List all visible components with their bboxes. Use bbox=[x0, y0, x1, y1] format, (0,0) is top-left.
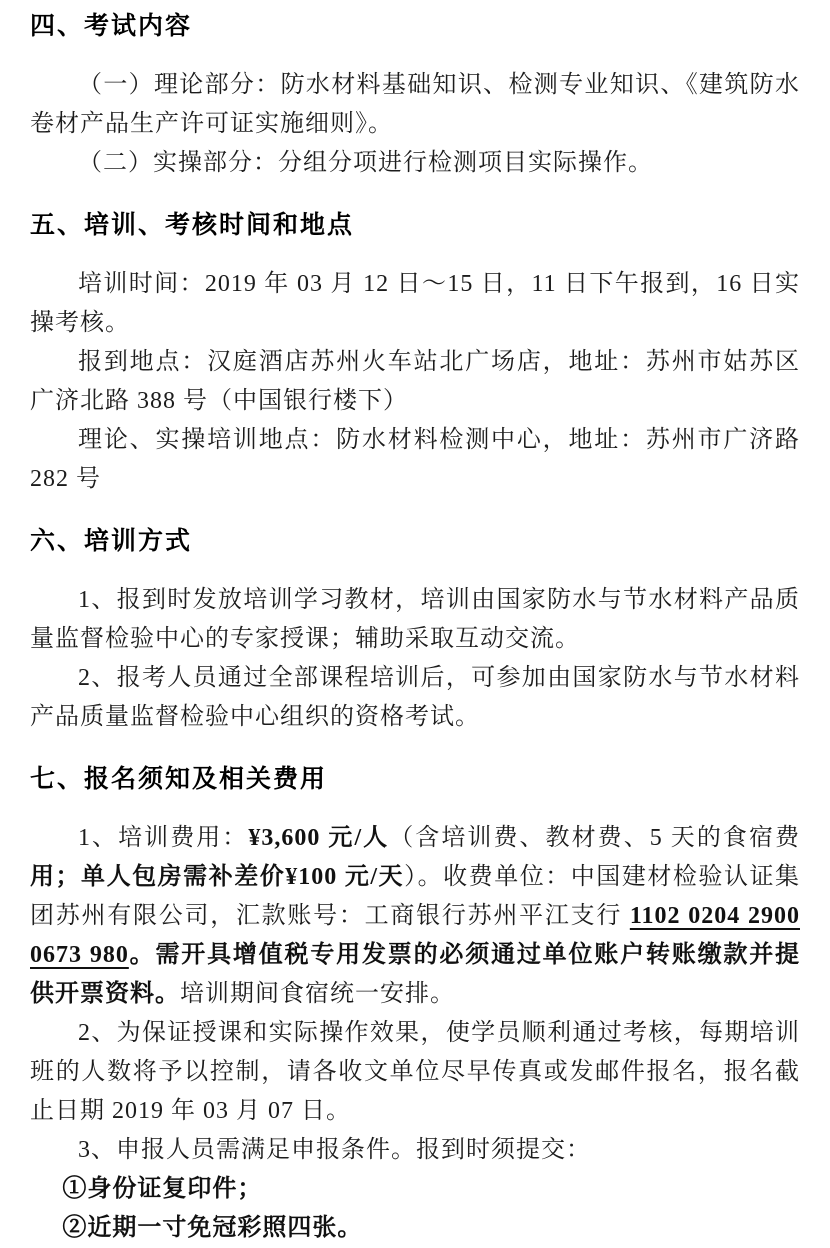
section-registration-fees bbox=[30, 763, 800, 1248]
paragraph-checkin-place bbox=[30, 343, 800, 421]
text-run: （一）理论部分：防水材料基础知识、检测专业知识、《建筑防水卷材产品生产许可证实施细则》。 bbox=[30, 72, 800, 137]
paragraph-method-1 bbox=[30, 581, 800, 659]
text-run: 报到地点：汉庭酒店苏州火车站北广场店，地址：苏州市姑苏区广济北路 388 号（中国银行楼下） bbox=[30, 349, 800, 414]
paragraph-training-time bbox=[30, 265, 800, 343]
text-run: （含培训费、教材费、5 天的食宿费 bbox=[389, 825, 800, 851]
section-heading-7: 七、报名须知及相关费用 bbox=[30, 766, 328, 793]
section-heading-6: 六、培训方式 bbox=[30, 528, 193, 555]
list-item-photos bbox=[30, 1209, 800, 1248]
text-run: 3、申报人员需满足申报条件。报到时须提交： bbox=[78, 1137, 591, 1163]
text-run: 培训期间食宿统一安排。 bbox=[180, 981, 455, 1007]
section-time-place bbox=[30, 209, 800, 499]
section-training-method bbox=[30, 525, 800, 737]
text-run-single-room-fee: 用；单人包房需补差价¥100 元/天 bbox=[30, 864, 405, 890]
section-heading-4: 四、考试内容 bbox=[30, 13, 193, 40]
text-run: （二）实操部分：分组分项进行检测项目实际操作。 bbox=[78, 150, 653, 176]
text-run: ）。收费单位：中国建材检验认证集团苏州有限公司，汇款账号：工商银行苏州平江支行 bbox=[30, 864, 801, 929]
paragraph-quota-deadline bbox=[30, 1014, 800, 1131]
text-run: 2、为保证授课和实际操作效果，使学员顺利通过考核，每期培训班的人数将予以控制，请各收文单位尽早传真或发邮件报名，报名截止日期 2019 年 03 月 07 日。 bbox=[30, 1020, 800, 1124]
list-item-id-copy bbox=[30, 1170, 800, 1209]
section-exam-content bbox=[30, 10, 800, 183]
paragraph-fees bbox=[30, 819, 800, 1014]
text-run-fee-amount: ¥3,600 元/人 bbox=[248, 825, 390, 851]
section-heading-5: 五、培训、考核时间和地点 bbox=[30, 212, 355, 239]
text-run: 1、报到时发放培训学习教材，培训由国家防水与节水材料产品质量监督检验中心的专家授课；辅助采取互动交流。 bbox=[30, 587, 800, 652]
paragraph-training-place bbox=[30, 421, 800, 499]
text-run: 培训时间：2019 年 03 月 12 日～15 日，11 日下午报到，16 日实操考核。 bbox=[30, 271, 800, 336]
text-run: ①身份证复印件； bbox=[62, 1176, 263, 1202]
paragraph-theory bbox=[30, 66, 800, 144]
paragraph-practice bbox=[30, 144, 800, 183]
paragraph-submit-requirements bbox=[30, 1131, 800, 1170]
text-run-invoice-notice: 。需开具增值税专用发票的必须通过单位账户转账缴款并提供开票资料。 bbox=[30, 942, 801, 1007]
text-run: 理论、实操培训地点：防水材料检测中心，地址：苏州市广济路 282 号 bbox=[30, 427, 800, 492]
text-run: 2、报考人员通过全部课程培训后，可参加由国家防水与节水材料产品质量监督检验中心组织的资格考试。 bbox=[30, 665, 800, 730]
text-run-bank-account-number: 1102 0204 2900 0673 980 bbox=[30, 903, 800, 968]
text-run: 1、培训费用： bbox=[78, 825, 249, 851]
paragraph-method-2 bbox=[30, 659, 800, 737]
text-run: ②近期一寸免冠彩照四张。 bbox=[62, 1215, 363, 1241]
